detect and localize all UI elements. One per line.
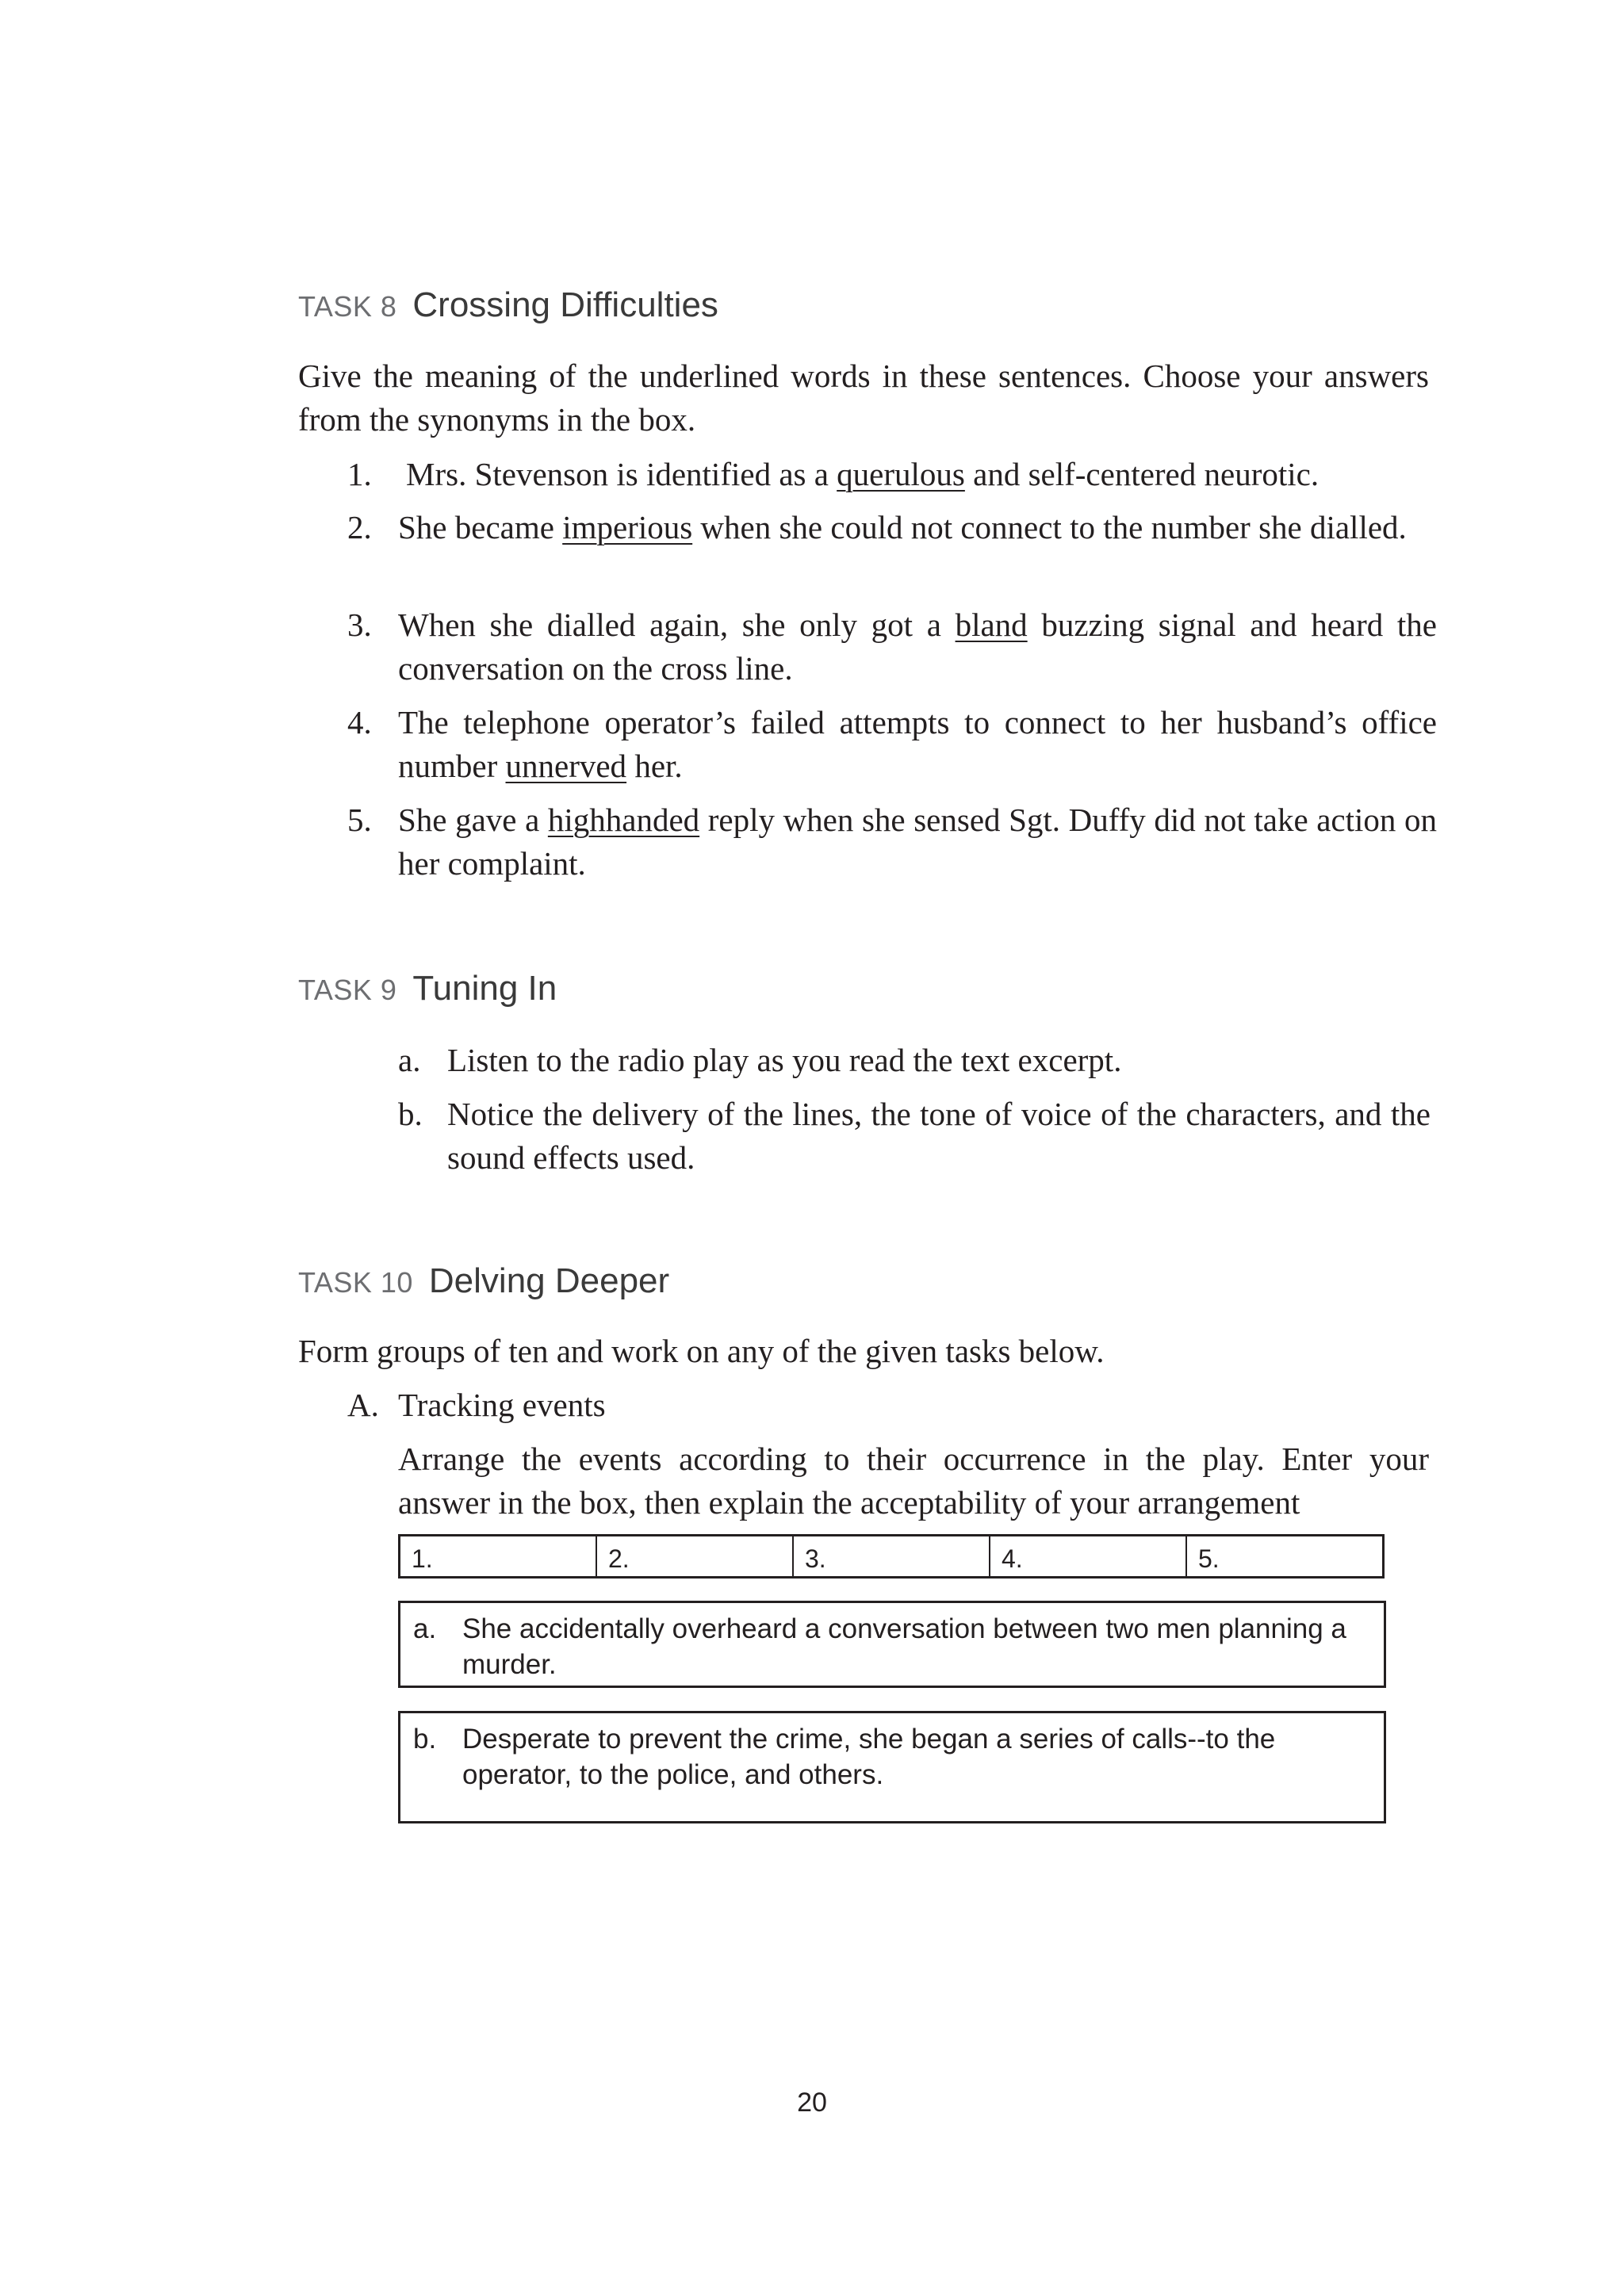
- underlined-word: unnerved: [505, 748, 627, 784]
- task8-item-4: The telephone operator’s failed attempts to connect to her husband’s office number unnerved her.: [398, 704, 1437, 784]
- event-box-b: [398, 1711, 1386, 1823]
- task8-item-number: 4.: [347, 704, 372, 740]
- task8-item-number: 3.: [347, 607, 372, 643]
- task9-item-b: Notice the delivery of the lines, the tone of voice of the characters, and the sound effects used.: [447, 1096, 1431, 1176]
- task8-item-3: When she dialled again, she only got a bland buzzing signal and heard the conversation on the cross line.: [398, 607, 1438, 687]
- task8-item-2: She became imperious when she could not connect to the number she dialled.: [398, 509, 1407, 545]
- section-a-title: Tracking events: [398, 1387, 606, 1423]
- task8-title: Crossing Difficulties: [412, 285, 718, 324]
- answer-grid: [398, 1534, 1385, 1578]
- underlined-word: imperious: [562, 509, 693, 545]
- event-box-a: [398, 1601, 1386, 1688]
- task9-heading: [298, 969, 557, 1008]
- task10-intro: Form groups of ten and work on any of the given tasks below.: [298, 1333, 1105, 1369]
- task9-title: Tuning In: [412, 969, 557, 1008]
- task8-tag: TASK 8: [298, 290, 397, 323]
- answer-slot[interactable]: 1.: [400, 1536, 597, 1576]
- task8-item-1: Mrs. Stevenson is identified as a querulous and self-centered neurotic.: [406, 456, 1320, 492]
- answer-slot[interactable]: 5.: [1198, 1544, 1220, 1573]
- task10-heading: [298, 1261, 669, 1301]
- underlined-word: bland: [955, 607, 1028, 643]
- task8-item-number: 5.: [347, 802, 372, 838]
- task9-item-a: Listen to the radio play as you read the text excerpt.: [447, 1042, 1122, 1078]
- event-letter: a.: [413, 1613, 437, 1644]
- task8-item-number: 1.: [347, 456, 372, 492]
- answer-slot[interactable]: 4.: [990, 1536, 1187, 1576]
- answer-slot[interactable]: 2.: [597, 1536, 794, 1576]
- section-a-letter: A.: [347, 1387, 379, 1423]
- underlined-word: highhanded: [547, 802, 700, 838]
- task8-heading: [298, 285, 718, 325]
- task10-title: Delving Deeper: [428, 1261, 670, 1300]
- task8-item-number: 2.: [347, 509, 372, 545]
- event-letter: b.: [413, 1724, 437, 1755]
- task9-item-letter: a.: [398, 1042, 421, 1078]
- event-text: She accidentally overheard a conversation between two men planning a murder.: [462, 1613, 1346, 1680]
- task8-item-5: She gave a highhanded reply when she sensed Sgt. Duffy did not take action on her complaint.: [398, 802, 1437, 882]
- underlined-word: querulous: [837, 456, 965, 492]
- answer-slot[interactable]: 3.: [794, 1536, 990, 1576]
- section-a-instruction: Arrange the events according to their occurrence in the play. Enter your answer in the box, then explain the acceptability of your arrangement: [398, 1441, 1429, 1521]
- task10-tag: TASK 10: [298, 1266, 413, 1299]
- task9-tag: TASK 9: [298, 974, 397, 1006]
- page-number: 20: [797, 2087, 827, 2118]
- event-text: Desperate to prevent the crime, she began a series of calls--to the operator, to the police, and others.: [462, 1724, 1276, 1790]
- task9-item-letter: b.: [398, 1096, 423, 1132]
- task8-intro: Give the meaning of the underlined words in these sentences. Choose your answers from the synonyms in the box.: [298, 358, 1429, 438]
